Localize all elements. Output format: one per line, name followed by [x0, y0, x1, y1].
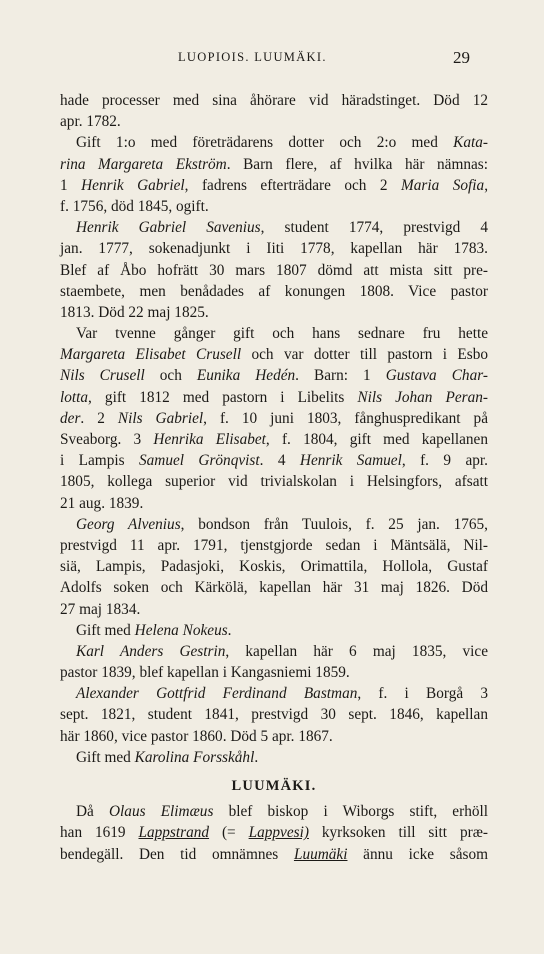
text-line: Blef af Åbo hofrätt 30 mars 1807 dömd att mista sitt pre- — [60, 261, 488, 279]
page-body — [60, 90, 488, 865]
text-line: 1805, kollega superior vid trivialskolan i Helsingfors, afsatt — [60, 473, 488, 491]
text-line: 1 Henrik Gabriel, fadrens efterträdare och 2 Maria Sofia, — [60, 176, 489, 194]
running-head: LUOPIOIS. LUUMÄKI. — [178, 50, 327, 64]
text-line: siä, Lampis, Padasjoki, Koskis, Orimattila, Hollola, Gustaf — [60, 558, 488, 576]
text-line: bendegäll. Den tid omnämnes Luumäki ännu icke såsom — [60, 845, 488, 863]
text-line: jan. 1777, sokenadjunkt i Iiti 1778, kapellan här 1783. — [60, 240, 488, 258]
text-line: Gift 1:o med företrädarens dotter och 2:o med Kata- — [76, 134, 488, 152]
text-line: Karl Anders Gestrin, kapellan här 6 maj 1835, vice — [76, 642, 488, 660]
text-line: hade processer med sina åhörare vid häradstinget. Död 12 — [60, 92, 488, 109]
text-line: Margareta Elisabet Crusell och var dotter till pastorn i Esbo — [60, 346, 488, 364]
text-line: han 1619 Lappstrand (= Lappvesi) kyrksoken till sitt præ- — [60, 824, 488, 842]
text-line: f. 1756, död 1845, ogift. — [60, 197, 209, 215]
text-line: Alexander Gottfrid Ferdinand Bastman, f. i Borgå 3 — [76, 685, 488, 703]
text-line: Gift med Karolina Forsskåhl. — [76, 748, 259, 766]
text-line: Georg Alvenius, bondson från Tuulois, f. 25 jan. 1765, — [76, 515, 488, 533]
text-line: 21 aug. 1839. — [60, 494, 144, 512]
text-line: der. 2 Nils Gabriel, f. 10 juni 1803, fånghuspredikant på — [60, 409, 488, 427]
page-number: 29 — [453, 48, 470, 67]
text-line: Sveaborg. 3 Henrika Elisabet, f. 1804, gift med kapellanen — [60, 431, 488, 448]
text-line: 27 maj 1834. — [60, 600, 141, 618]
text-line: i Lampis Samuel Grönqvist. 4 Henrik Samuel, f. 9 apr. — [60, 452, 488, 470]
text-line: Var tvenne gånger gift och hans sednare fru hette — [76, 325, 488, 343]
text-line: pastor 1839, blef kapellan i Kangasniemi 1859. — [60, 664, 350, 682]
text-line: Henrik Gabriel Savenius, student 1774, prestvigd 4 — [76, 219, 488, 237]
text-line: Då Olaus Elimæus blef biskop i Wiborgs stift, erhöll — [76, 803, 488, 821]
text-line: rina Margareta Ekström. Barn flere, af hvilka här nämnas: — [60, 155, 488, 173]
text-line: 1813. Död 22 maj 1825. — [60, 303, 209, 321]
page-header — [60, 48, 470, 70]
text-line: staembete, men benådades af konungen 1808. Vice pastor — [60, 282, 488, 300]
text-line: Gift med Helena Nokeus. — [76, 621, 232, 639]
text-line: lotta, gift 1812 med pastorn i Libelits Nils Johan Peran- — [60, 388, 488, 406]
text-line: prestvigd 11 apr. 1791, tjenstgjorde sedan i Mäntsälä, Nil- — [60, 536, 488, 554]
text-line: här 1860, vice pastor 1860. Död 5 apr. 1867. — [60, 727, 333, 745]
text-line: sept. 1821, student 1841, prestvigd 30 sept. 1846, kapellan — [60, 706, 488, 724]
text-line: Adolfs soken och Kärkölä, kapellan här 31 maj 1826. Död — [60, 579, 488, 597]
text-line: Nils Crusell och Eunika Hedén. Barn: 1 Gustava Char- — [60, 367, 488, 385]
text-line: apr. 1782. — [60, 113, 121, 131]
section-title: LUUMÄKI. — [231, 778, 317, 794]
